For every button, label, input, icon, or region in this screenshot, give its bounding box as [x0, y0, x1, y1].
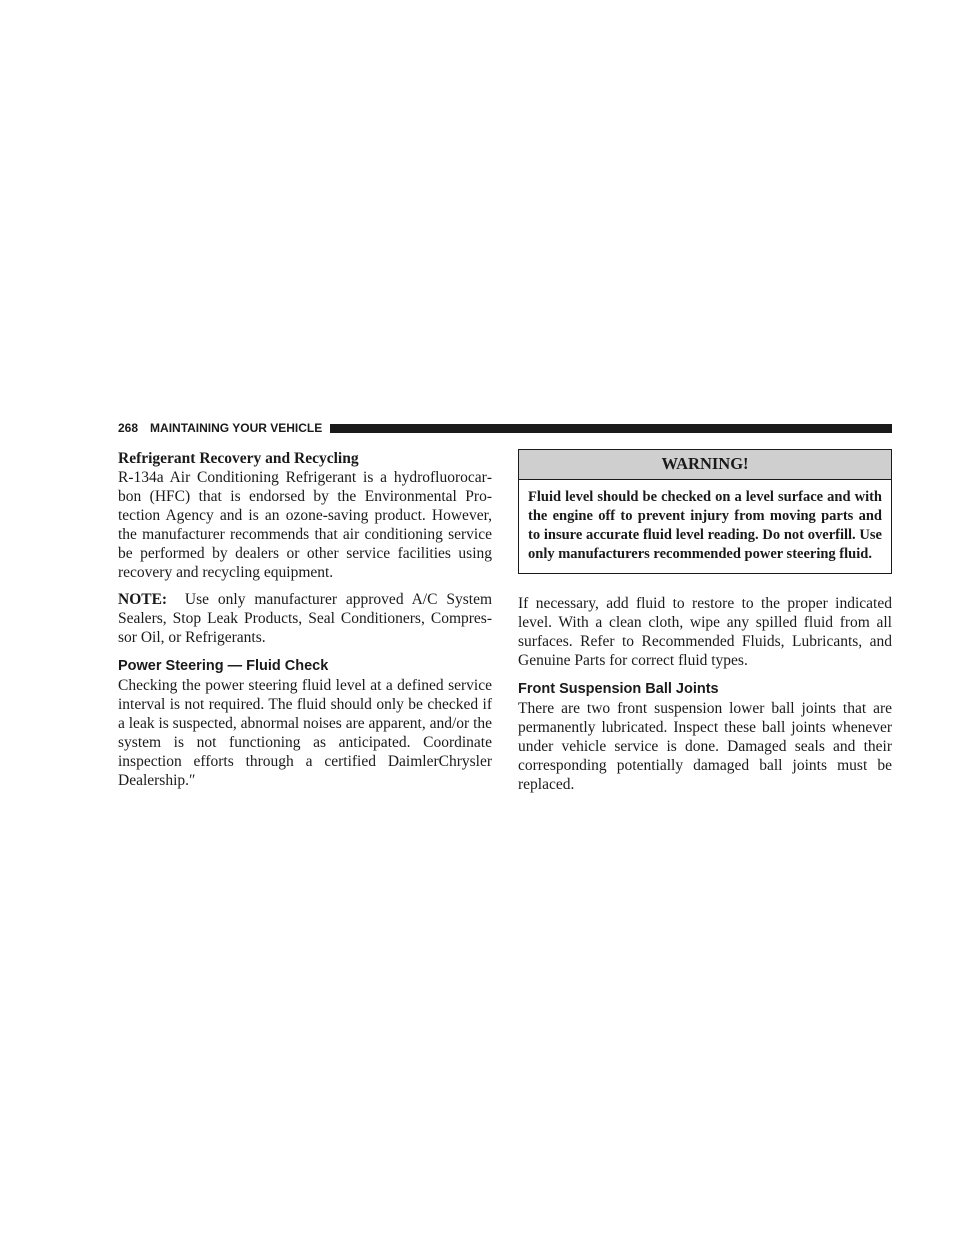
right-column — [518, 449, 892, 802]
header-rule — [330, 424, 892, 433]
note-label: NOTE: — [118, 591, 168, 608]
page-header — [118, 419, 892, 437]
warning-text: Fluid level should be checked on a level surface and with the engine off to prevent injury from moving parts and to insure accurate fluid level reading. Do not overfill. Use only manufacturers recommended power steering fluid. — [528, 489, 882, 562]
refrigerant-paragraph: R-134a Air Conditioning Refrigerant is a hydrofluorocarbon (HFC) that is endorsed by the Environmental Protection Agency and is an ozone-saving product. However, the manufacturer recommends that air conditioning service be performed by dealers or other service facilities using recovery and recycling equipment. — [118, 469, 492, 581]
ball-joints-heading: Front Suspension Ball Joints — [518, 681, 719, 697]
section-title: MAINTAINING YOUR VEHICLE — [150, 421, 323, 435]
note-paragraph — [118, 590, 492, 647]
refrigerant-heading: Refrigerant Recovery and Recycling — [118, 450, 359, 467]
page-number: 268 — [118, 421, 139, 435]
note-text: Use only manufacturer approved A/C System Sealers, Stop Leak Products, Seal Conditioners, Compressor Oil, or Refrigerants. — [118, 591, 493, 646]
warning-box — [518, 449, 892, 574]
fluid-paragraph: If necessary, add fluid to restore to the proper indicated level. With a clean cloth, wipe any spilled fluid from all surfaces. Refer to Recommended Fluids, Lubricants, and Genuine Parts for correct fluid types. — [518, 595, 892, 669]
left-column — [118, 449, 492, 798]
ball-joints-paragraph: There are two front suspension lower ball joints that are permanently lubricated. Inspect these ball joints whenever under vehicle service is done. Damaged seals and their corresponding potentially damaged ball joints must be replaced. — [518, 700, 892, 793]
warning-title: WARNING! — [519, 450, 891, 480]
power-steering-paragraph: Checking the power steering fluid level at a defined service interval is not required. The fluid should only be checked if a leak is suspected, abnormal noises are apparent, and/or the system is not functioning as anticipated. Coordinate inspection efforts through a certified DaimlerChrysler Dealership.″ — [118, 677, 493, 789]
power-steering-heading: Power Steering — Fluid Check — [118, 658, 329, 674]
